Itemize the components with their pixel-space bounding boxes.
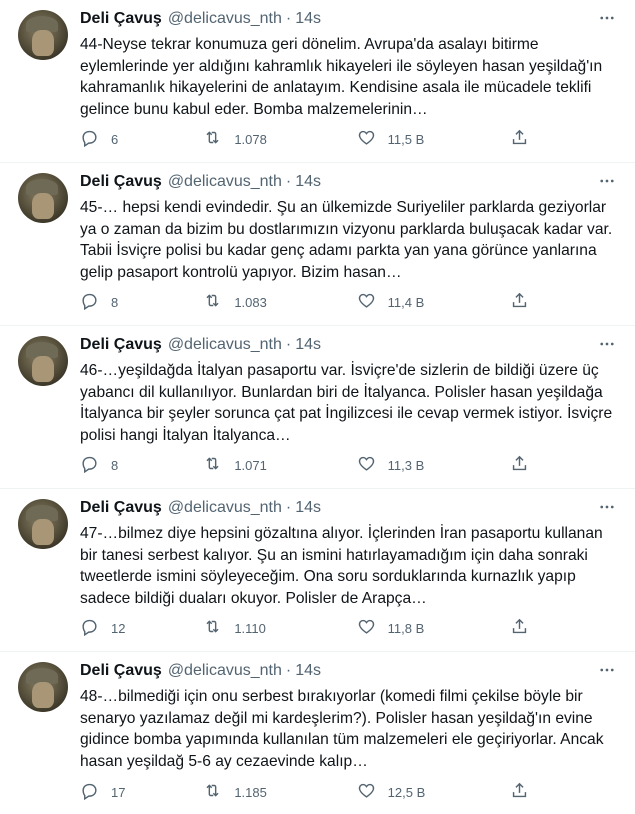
separator-dot: · <box>285 10 292 27</box>
author-handle[interactable]: @delicavus_nth <box>167 173 282 190</box>
like-button[interactable] <box>357 617 477 639</box>
tweet[interactable] <box>0 163 635 326</box>
author-name[interactable]: Deli Çavuş <box>80 662 162 679</box>
retweet-button[interactable] <box>203 454 323 476</box>
reply-count: 6 <box>111 131 119 147</box>
reply-count: 17 <box>111 784 126 800</box>
more-icon[interactable] <box>597 334 617 354</box>
separator-dot: · <box>285 173 292 190</box>
share-button[interactable] <box>510 781 540 803</box>
timestamp[interactable]: 14s <box>295 173 322 190</box>
retweet-icon <box>203 291 222 313</box>
reply-icon <box>80 781 99 803</box>
more-icon[interactable] <box>597 660 617 680</box>
like-count: 11,8 B <box>387 620 425 636</box>
author-handle[interactable]: @delicavus_nth <box>167 336 282 353</box>
reply-button[interactable] <box>80 617 170 639</box>
avatar[interactable] <box>18 173 68 223</box>
timestamp[interactable]: 14s <box>295 336 322 353</box>
tweet-header <box>80 171 623 193</box>
tweet[interactable] <box>0 652 635 814</box>
reply-button[interactable] <box>80 454 170 476</box>
reply-icon <box>80 128 99 150</box>
more-icon[interactable] <box>597 8 617 28</box>
like-button[interactable] <box>357 291 477 313</box>
like-count: 12,5 B <box>387 784 426 800</box>
tweet-text: 48-…bilmediği için onu serbest bırakıyorlar (komedi filmi çekilse böyle bir senaryo yazılamaz değil mi kardeşlerim?). Polisler hasan yeşildağ'ın evine gidince bomba yapımında kullanılan tüm malzemeleri ele geçiriyorlar. Ancak hasan yeşildağ 5-6 ay cezaevinde kalıp… <box>80 688 604 770</box>
reply-icon <box>80 617 99 639</box>
separator-dot: · <box>285 336 292 353</box>
more-icon[interactable] <box>597 171 617 191</box>
timestamp[interactable]: 14s <box>295 662 322 679</box>
separator-dot: · <box>285 499 292 516</box>
author-handle[interactable]: @delicavus_nth <box>167 499 282 516</box>
share-icon <box>510 781 529 803</box>
retweet-count: 1.078 <box>234 131 267 147</box>
separator-dot: · <box>285 662 292 679</box>
heart-icon <box>357 617 376 639</box>
reply-icon <box>80 291 99 313</box>
share-icon <box>510 454 529 476</box>
tweet-text: 45-… hepsi kendi evindedir. Şu an ülkemizde Suriyeliler parklarda geziyorlar ya o zaman da bizim bu dostlarımızın vizyonu parklarda buluşacak kadar var. Tabii İsviçre polisi bu kadar genç adamı parkta yan yana görünce yanlarına gelip pasaport kontrolü yapıyor. Bizim hasan… <box>80 199 613 281</box>
share-icon <box>510 617 529 639</box>
tweet[interactable] <box>0 0 635 163</box>
heart-icon <box>357 291 376 313</box>
share-button[interactable] <box>510 128 540 150</box>
retweet-icon <box>203 454 222 476</box>
like-count: 11,5 B <box>387 131 425 147</box>
reply-count: 12 <box>111 620 126 636</box>
reply-count: 8 <box>111 294 119 310</box>
share-button[interactable] <box>510 291 540 313</box>
avatar[interactable] <box>18 336 68 386</box>
author-handle[interactable]: @delicavus_nth <box>167 662 282 679</box>
tweet-header <box>80 660 623 682</box>
author-name[interactable]: Deli Çavuş <box>80 336 162 353</box>
retweet-button[interactable] <box>203 128 323 150</box>
retweet-count: 1.185 <box>234 784 267 800</box>
like-button[interactable] <box>357 128 477 150</box>
author-handle[interactable]: @delicavus_nth <box>167 10 282 27</box>
tweet-actions <box>80 291 540 313</box>
reply-count: 8 <box>111 457 119 473</box>
tweet-actions <box>80 454 540 476</box>
avatar[interactable] <box>18 662 68 712</box>
retweet-count: 1.110 <box>234 620 266 636</box>
retweet-count: 1.083 <box>234 294 267 310</box>
tweet-text: 46-…yeşildağda İtalyan pasaportu var. İsviçre'de sizlerin de bildiği üzere üç yabancı dil kullanılıyor. Bunlardan biri de İtalyanca. Polisler hasan yeşildağa İtalyanca bir şeyler sorunca çat pat İngilizcesi ile cevap vermek istiyor. İsviçre polisi hangi İtalyan İtalyanca… <box>80 362 613 444</box>
reply-button[interactable] <box>80 781 170 803</box>
retweet-button[interactable] <box>203 781 323 803</box>
timestamp[interactable]: 14s <box>295 499 322 516</box>
heart-icon <box>357 781 376 803</box>
tweet-text: 44-Neyse tekrar konumuza geri dönelim. Avrupa'da asalayı bitirme eylemlerinde yer aldığını kahramlık hikayeleri ile söyleyen hasan yeşildağ'ın kahramanlık hikayelerini de anlatayım. Kendisine asala ile mücadele teklifi gelince bunu kabul eder. Bomba malzemelerinin… <box>80 36 603 118</box>
reply-button[interactable] <box>80 291 170 313</box>
author-name[interactable]: Deli Çavuş <box>80 10 162 27</box>
like-count: 11,4 B <box>387 294 425 310</box>
tweet-header <box>80 497 623 519</box>
like-button[interactable] <box>357 781 477 803</box>
avatar[interactable] <box>18 499 68 549</box>
tweet[interactable] <box>0 326 635 489</box>
heart-icon <box>357 454 376 476</box>
heart-icon <box>357 128 376 150</box>
reply-icon <box>80 454 99 476</box>
tweet-actions <box>80 128 540 150</box>
share-button[interactable] <box>510 454 540 476</box>
share-icon <box>510 128 529 150</box>
more-icon[interactable] <box>597 497 617 517</box>
share-button[interactable] <box>510 617 540 639</box>
tweet[interactable] <box>0 489 635 652</box>
tweet-actions <box>80 617 540 639</box>
tweet-text: 47-…bilmez diye hepsini gözaltına alıyor. İçlerinden İran pasaportu kullanan bir tanesi serbest kalıyor. Şu an ismini hatırlayamadığım için daha sonraki tweetlerde ismini söyleyeceğim. Ona soru sorduklarında kurnazlık yapıp sadece bildiği duaları okuyor. Polisler de Arapça… <box>80 525 603 607</box>
retweet-button[interactable] <box>203 291 323 313</box>
author-name[interactable]: Deli Çavuş <box>80 499 162 516</box>
like-button[interactable] <box>357 454 477 476</box>
author-name[interactable]: Deli Çavuş <box>80 173 162 190</box>
tweet-header <box>80 334 623 356</box>
avatar[interactable] <box>18 10 68 60</box>
retweet-icon <box>203 617 222 639</box>
timestamp[interactable]: 14s <box>295 10 322 27</box>
retweet-icon <box>203 128 222 150</box>
retweet-button[interactable] <box>203 617 323 639</box>
retweet-count: 1.071 <box>234 457 267 473</box>
retweet-icon <box>203 781 222 803</box>
tweet-actions <box>80 781 540 803</box>
reply-button[interactable] <box>80 128 170 150</box>
tweet-header <box>80 8 623 30</box>
like-count: 11,3 B <box>387 457 425 473</box>
share-icon <box>510 291 529 313</box>
